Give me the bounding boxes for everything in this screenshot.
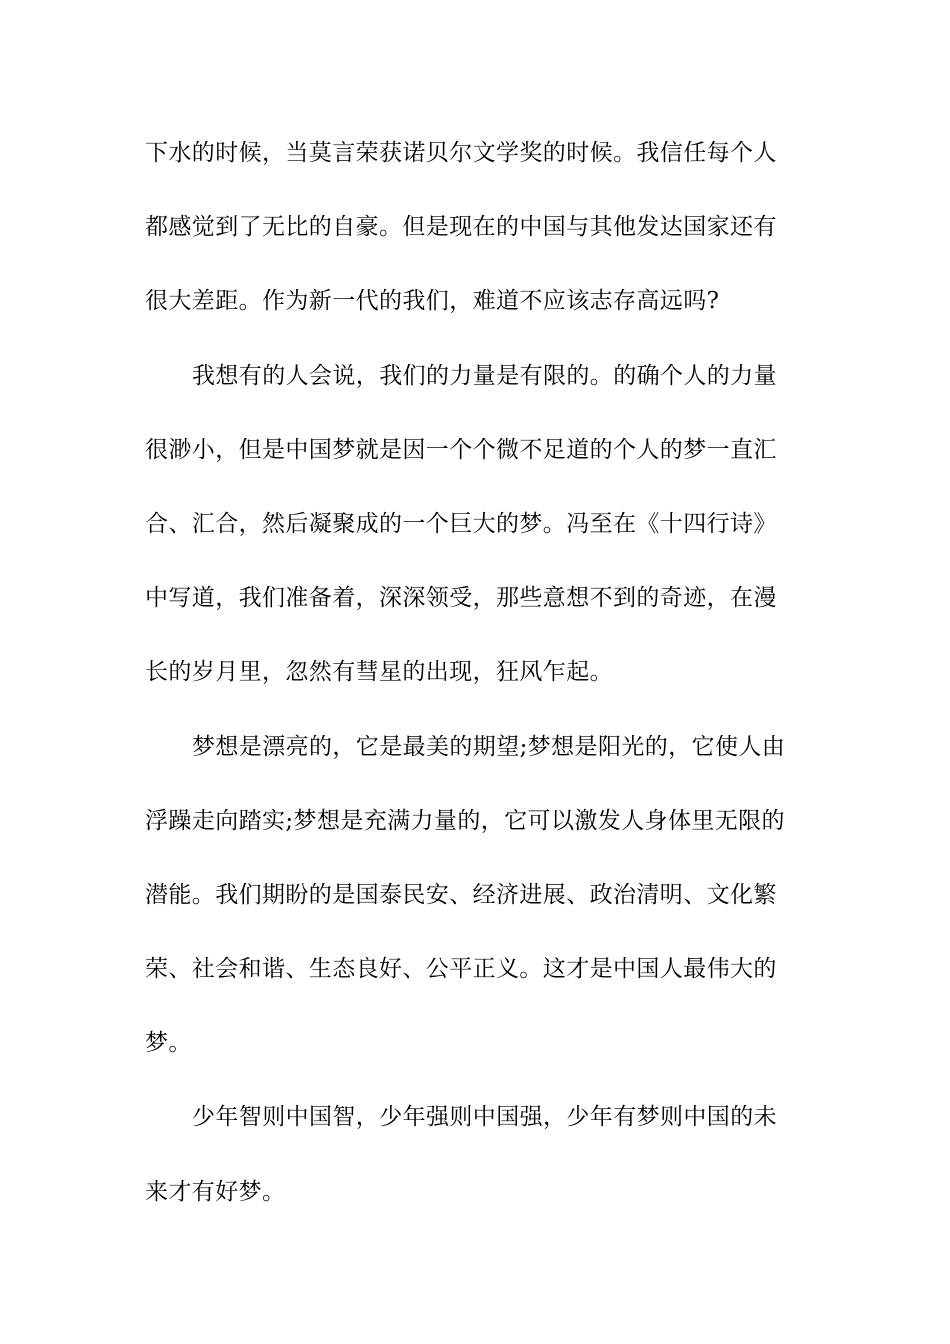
text-line: 合、汇合，然后凝聚成的一个巨大的梦。冯至在《十四行诗》 — [145, 510, 777, 537]
paragraph-4 — [145, 1094, 809, 1242]
text-line: 很大差距。作为新一代的我们，难道不应该志存高远吗? — [145, 288, 720, 315]
paragraph-3 — [145, 724, 809, 1095]
text-line: 潜能。我们期盼的是国泰民安、经济进展、政治清明、文化繁 — [145, 881, 777, 908]
paragraph-1 — [145, 130, 809, 353]
document-body — [145, 130, 809, 1243]
text-line: 梦想是漂亮的，它是最美的期望;梦想是阳光的，它使人由 — [192, 733, 786, 760]
text-line: 来才有好梦。 — [145, 1178, 286, 1205]
text-line: 长的岁月里，忽然有彗星的出现，狂风乍起。 — [145, 659, 613, 686]
text-line: 很渺小，但是中国梦就是因一个个微不足道的个人的梦一直汇 — [145, 436, 777, 463]
text-line: 我想有的人会说，我们的力量是有限的。的确个人的力量 — [192, 362, 777, 389]
text-line: 下水的时候，当莫言荣获诺贝尔文学奖的时候。我信任每个人 — [145, 140, 777, 166]
text-line: 浮躁走向踏实;梦想是充满力量的，它可以激发人身体里无限的 — [145, 807, 785, 834]
text-line: 梦。 — [145, 1030, 192, 1057]
text-line: 中写道，我们准备着，深深领受，那些意想不到的奇迹，在漫 — [145, 585, 777, 612]
text-line: 少年智则中国智，少年强则中国强，少年有梦则中国的未 — [192, 1104, 777, 1131]
text-line: 都感觉到了无比的自豪。但是现在的中国与其他发达国家还有 — [145, 214, 777, 241]
text-line: 荣、社会和谐、生态良好、公平正义。这才是中国人最伟大的 — [145, 956, 777, 983]
paragraph-2 — [145, 353, 809, 724]
